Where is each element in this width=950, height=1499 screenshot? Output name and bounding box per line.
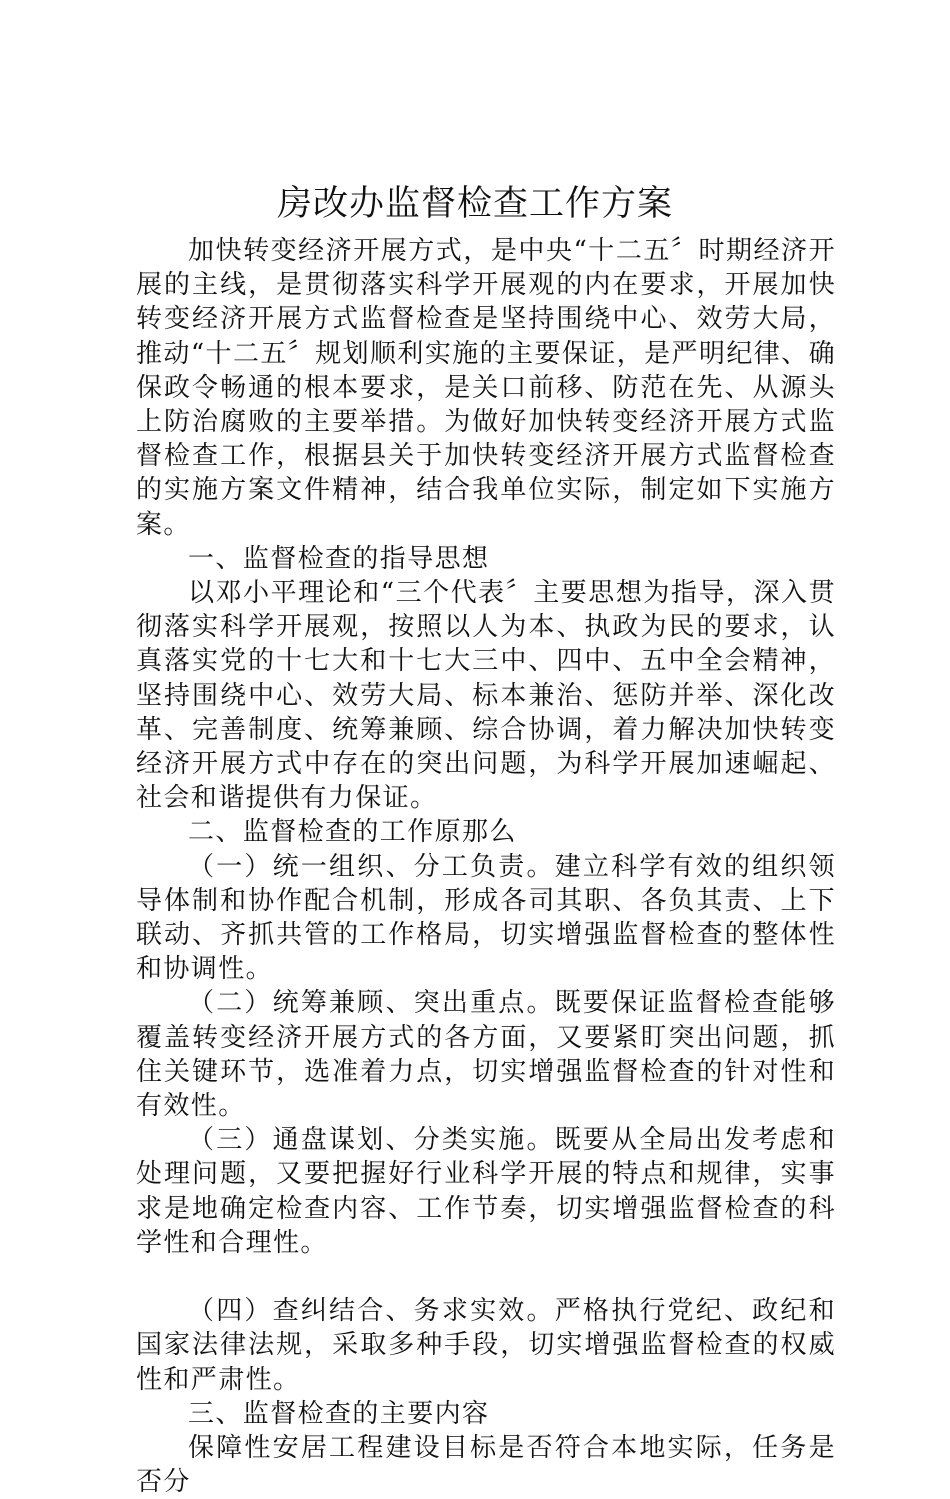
- paragraph-main-content: 保障性安居工程建设目标是否符合本地实际，任务是否分: [136, 1432, 836, 1498]
- section-heading-work-principles: 二、监督检查的工作原那么: [188, 817, 517, 848]
- document-title: 房改办监督检查工作方案: [276, 184, 673, 224]
- document-body: [136, 234, 836, 1499]
- paragraph-principle-3: （三）通盘谋划、分类实施。既要从全局出发考虑和处理问题，又要把握好行业科学开展的特点和规律，实事求是地确定检查内容、工作节奏，切实增强监督检查的科学性和合理性。: [136, 1125, 836, 1258]
- paragraph-principle-1: （一）统一组织、分工负责。建立科学有效的组织领导体制和协作配合机制，形成各司其职、各负其责、上下联动、齐抓共管的工作格局，切实增强监督检查的整体性和协调性。: [136, 851, 836, 985]
- paragraph-intro: 加快转变经济开展方式，是中央“十二五〞时期经济开展的主线，是贯彻落实科学开展观的内在要求，开展加快转变经济开展方式监督检查是坚持围绕中心、效劳大局，推动“十二五〞规划顺利实施的主要保证，是严明纪律、确保政令畅通的根本要求，是关口前移、防范在先、从源头上防治腐败的主要举措。为做好加快转变经济开展方式监督检查工作，根据县关于加快转变经济开展方式监督检查的实施方案文件精神，结合我单位实际，制定如下实施方案。: [136, 236, 836, 540]
- paragraph-principle-2: （二）统筹兼顾、突出重点。既要保证监督检查能够覆盖转变经济开展方式的各方面，又要紧盯突出问题，抓住关键环节，选准着力点，切实增强监督检查的针对性和有效性。: [136, 988, 836, 1122]
- section-heading-guiding-ideology: 一、监督检查的指导思想: [188, 543, 490, 574]
- paragraph-principle-4: （四）查纠结合、务求实效。严格执行党纪、政纪和国家法律法规，采取多种手段，切实增强监督检查的权威性和严肃性。: [136, 1296, 836, 1395]
- paragraph-guiding-ideology: 以邓小平理论和“三个代表〞主要思想为指导，深入贯彻落实科学开展观，按照以人为本、执政为民的要求，认真落实党的十七大和十七大三中、四中、五中全会精神，坚持围绕中心、效劳大局、标本兼治、惩防并举、深化改革、完善制度、统筹兼顾、综合协调，着力解决加快转变经济开展方式中存在的突出问题，为科学开展加速崛起、社会和谐提供有力保证。: [136, 578, 836, 814]
- section-heading-main-content: 三、监督检查的主要内容: [188, 1398, 490, 1429]
